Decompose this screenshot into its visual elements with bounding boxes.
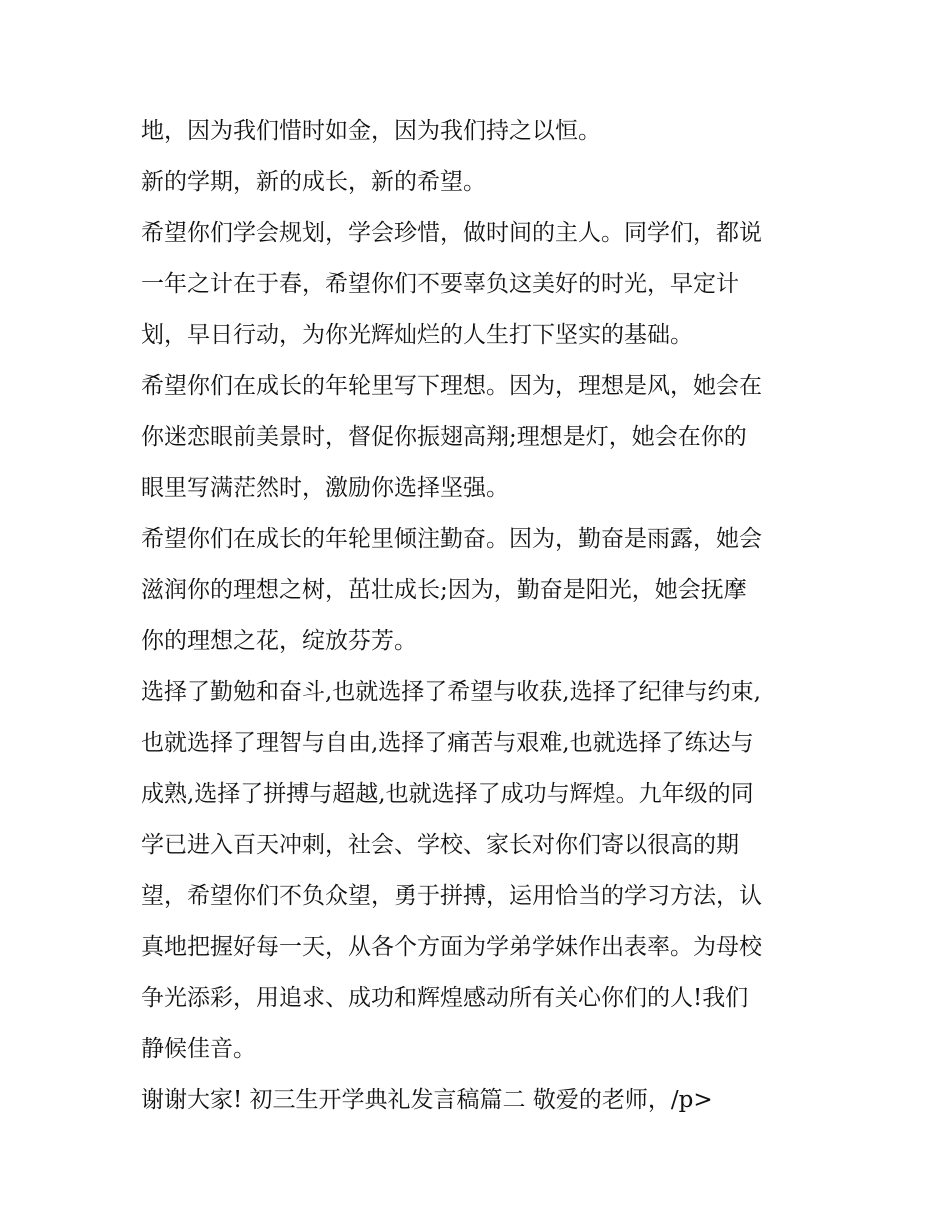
text-line: 新的学期，新的成长，新的希望。 bbox=[141, 169, 486, 195]
text-line: 你迷恋眼前美景时，督促你振翅高翔;理想是灯，她会在你的 bbox=[141, 424, 747, 450]
text-line: 希望你们在成长的年轮里倾注勤奋。因为，勤奋是雨露，她会 bbox=[141, 526, 762, 552]
text-line: 划，早日行动，为你光辉灿烂的人生打下坚实的基础。 bbox=[141, 322, 693, 348]
text-line: 成熟,选择了拼搏与超越,也就选择了成功与辉煌。九年级的同 bbox=[141, 781, 754, 807]
text-line: 静候佳音。 bbox=[141, 1036, 256, 1062]
text-line: 地，因为我们惜时如金，因为我们持之以恒。 bbox=[141, 118, 601, 144]
text-line: 滋润你的理想之树，茁壮成长;因为，勤奋是阳光，她会抚摩 bbox=[141, 577, 747, 603]
text-line: 谢谢大家! 初三生开学典礼发言稿篇二 敬爱的老师，/p> bbox=[141, 1087, 713, 1113]
text-line: 选择了勤勉和奋斗,也就选择了希望与收获,选择了纪律与约束, bbox=[141, 679, 761, 705]
text-line: 希望你们学会规划，学会珍惜，做时间的主人。同学们，都说 bbox=[141, 220, 762, 246]
text-line: 学已进入百天冲刺，社会、学校、家长对你们寄以很高的期 bbox=[141, 832, 739, 858]
document-body bbox=[141, 106, 821, 1126]
text-line: 望，希望你们不负众望，勇于拼搏，运用恰当的学习方法，认 bbox=[141, 883, 762, 909]
text-line: 眼里写满茫然时，激励你选择坚强。 bbox=[141, 475, 509, 501]
text-line: 也就选择了理智与自由,选择了痛苦与艰难,也就选择了练达与 bbox=[141, 730, 754, 756]
text-line: 争光添彩，用追求、成功和辉煌感动所有关心你们的人!我们 bbox=[141, 985, 749, 1011]
text-line: 希望你们在成长的年轮里写下理想。因为，理想是风，她会在 bbox=[141, 373, 762, 399]
text-line: 一年之计在于春，希望你们不要辜负这美好的时光，早定计 bbox=[141, 271, 739, 297]
text-line: 真地把握好每一天，从各个方面为学弟学妹作出表率。为母校 bbox=[141, 934, 762, 960]
text-line: 你的理想之花，绽放芬芳。 bbox=[141, 628, 417, 654]
